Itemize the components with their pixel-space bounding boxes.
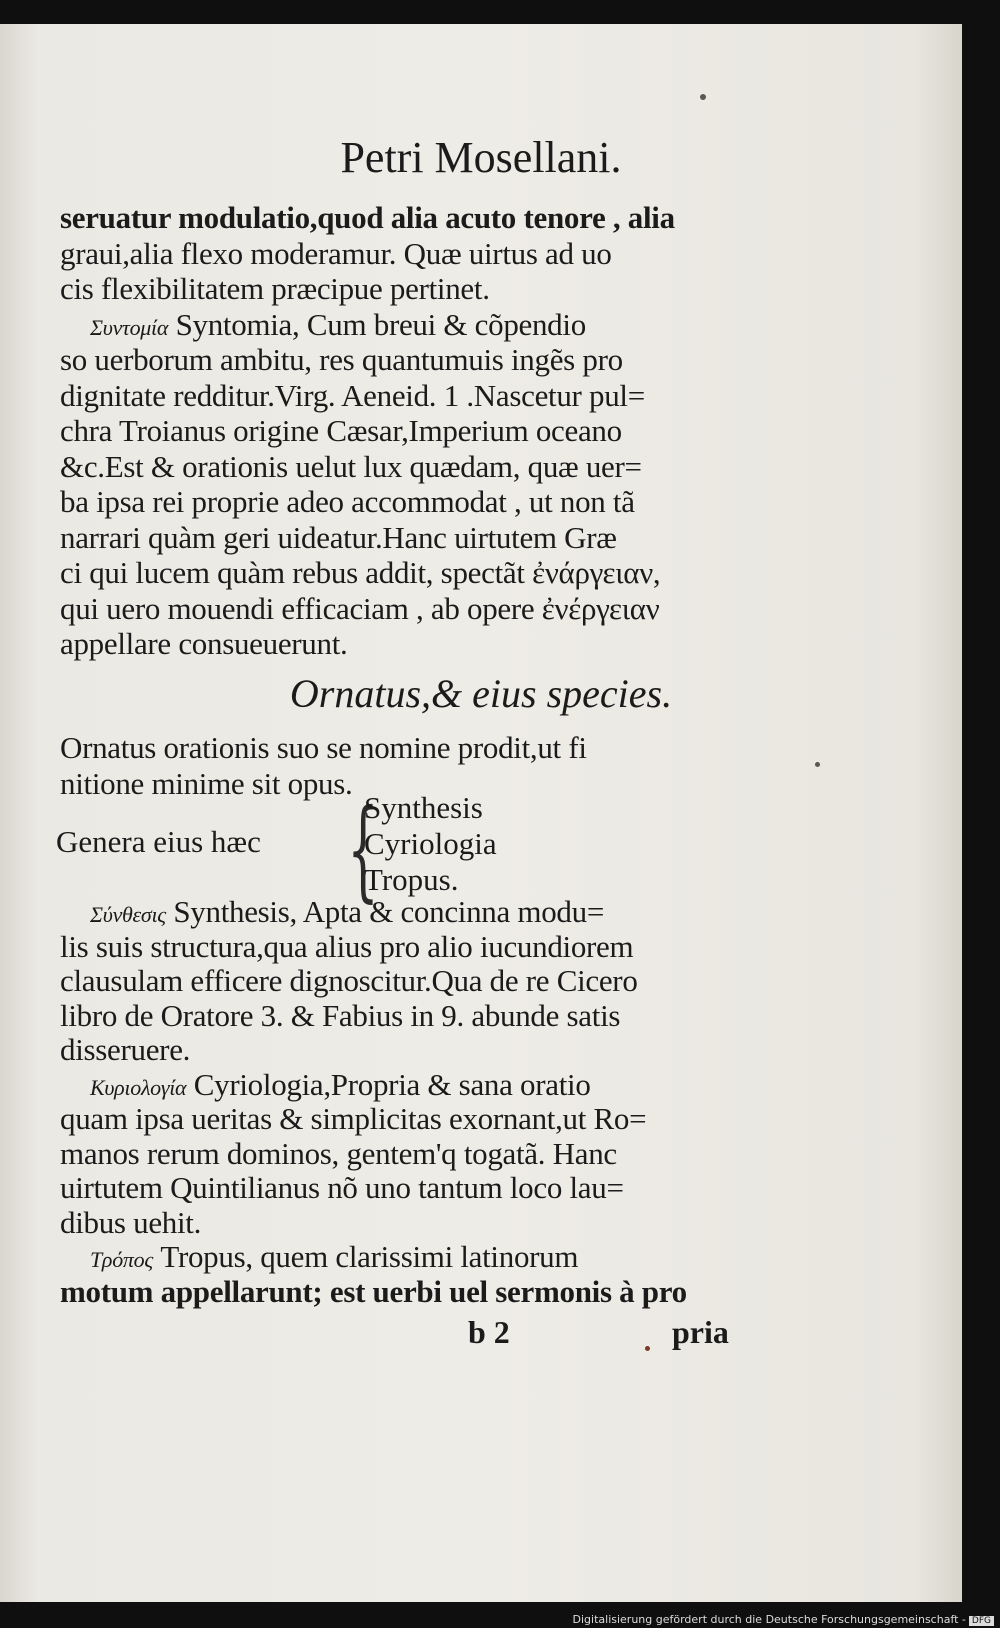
- text-line: [60, 591, 782, 627]
- line-text: so uerborum ambitu, res quantumuis ingẽs pro: [60, 342, 623, 377]
- line-text: disseruere.: [60, 1032, 191, 1067]
- line-text: chra Troianus origine Cæsar,Imperium oceano: [60, 413, 622, 448]
- line-text: graui,alia flexo moderamur. Quæ uirtus ad uo: [60, 235, 612, 271]
- text-line: [60, 1274, 782, 1310]
- signature-mark: b 2: [468, 1314, 510, 1350]
- line-text: Synthesis, Apta & concinna modu=: [165, 894, 605, 929]
- line-text: Tropus, quem clarissimi latinorum: [152, 1239, 579, 1274]
- genera-item-synthesis: Synthesis: [364, 790, 483, 825]
- section-heading: Ornatus,& eius species.: [289, 671, 673, 716]
- line-text: libro de Oratore 3. & Fabius in 9. abunde satis: [60, 997, 621, 1033]
- line-text: manos rerum dominos, gentem'q togatã. Hanc: [60, 1135, 617, 1171]
- text-line: [60, 555, 782, 591]
- paper-spot: [815, 762, 820, 767]
- text-line: [60, 449, 782, 485]
- line-text: lis suis structura,qua alius pro alio iucundiorem: [60, 928, 634, 964]
- genera-label: Genera eius hæc: [56, 824, 261, 859]
- text-line: [60, 342, 782, 378]
- text-line: [60, 1067, 782, 1106]
- running-title: Petri Mosellani.: [340, 133, 622, 182]
- text-line: [60, 626, 782, 662]
- text-line: [60, 307, 782, 346]
- text-line: [60, 236, 782, 272]
- text-line: [60, 894, 782, 933]
- text-line: [60, 271, 782, 307]
- scanned-page: [0, 24, 962, 1602]
- line-text: quam ipsa ueritas & simplicitas exornant,ut Ro=: [60, 1101, 647, 1136]
- genera-item-tropus: Tropus.: [364, 862, 459, 897]
- line-text: uirtutem Quintilianus nõ uno tantum loco lau=: [60, 1170, 624, 1205]
- line-text: appellare consueuerunt.: [60, 626, 348, 661]
- line-text: dignitate redditur.Virg. Aeneid. 1 .Nascetur pul=: [60, 377, 645, 413]
- line-text: cis flexibilitatem præcipue pertinet.: [60, 271, 490, 306]
- line-text: ci qui lucem quàm rebus addit, spectãt ἐνάργειαν,: [60, 555, 661, 590]
- text-line: [60, 1032, 782, 1068]
- paper-spot: [645, 1346, 650, 1351]
- dfg-logo: DFG: [969, 1616, 994, 1626]
- curly-brace: {: [347, 785, 379, 913]
- greek-term: Τρόπος: [90, 1247, 153, 1272]
- text-line: [60, 1101, 782, 1137]
- line-text: &c.Est & orationis uelut lux quædam, quæ uer=: [60, 448, 642, 484]
- line-text: qui uero mouendi efficaciam , ab opere ἐνέργειαν: [60, 590, 660, 626]
- greek-term: Κυριολογία: [90, 1074, 187, 1100]
- line-text: narrari quàm geri uideatur.Hanc uirtutem Græ: [60, 519, 617, 555]
- text-line: [60, 1136, 782, 1172]
- text-line: [60, 200, 782, 236]
- paper-spot: [700, 94, 706, 100]
- line-text: Cyriologia,Propria & sana oratio: [186, 1066, 591, 1102]
- credit-text: Digitalisierung gefördert durch die Deutsche Forschungsgemeinschaft -: [572, 1613, 966, 1626]
- text-line: [60, 520, 782, 556]
- text-line: [60, 1205, 782, 1241]
- text-line: [60, 484, 782, 520]
- text-line: [60, 1170, 782, 1206]
- digitization-credit: [573, 1613, 994, 1626]
- line-text: seruatur modulatio,quod alia acuto tenore , alia: [60, 200, 675, 235]
- catchword: pria: [672, 1314, 729, 1350]
- line-text: dibus uehit.: [60, 1204, 202, 1240]
- line-text: ba ipsa rei proprie adeo accommodat , ut non tã: [60, 484, 635, 519]
- text-line: [60, 1239, 782, 1278]
- text-line: [60, 998, 782, 1034]
- line-text: clausulam efficere dignoscitur.Qua de re Cicero: [60, 963, 638, 998]
- text-line: [60, 413, 782, 449]
- line-text: Syntomia, Cum breui & cõpendio: [168, 306, 586, 342]
- text-line: [60, 378, 782, 414]
- line-text: motum appellarunt; est uerbi uel sermonis à pro: [60, 1273, 687, 1309]
- intro-line-2: nitione minime sit opus.: [60, 766, 353, 801]
- text-line: [60, 963, 782, 999]
- text-line: [60, 929, 782, 965]
- intro-line-1: Ornatus orationis suo se nomine prodit,ut fi: [60, 730, 587, 765]
- greek-term: Σύνθεσις: [90, 902, 166, 927]
- genera-item-cyriologia: Cyriologia: [364, 826, 497, 861]
- greek-term: Συντομία: [90, 314, 169, 340]
